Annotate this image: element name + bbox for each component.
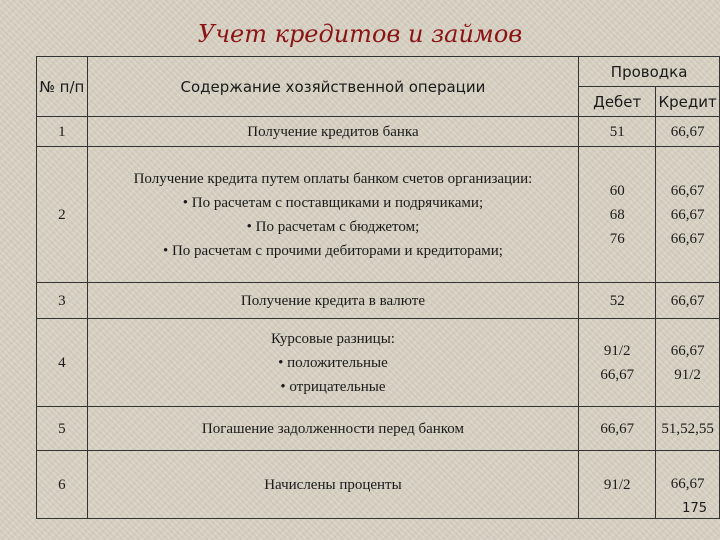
content-line: Начислены проценты	[264, 476, 402, 493]
credit-value: 66,67	[670, 182, 705, 199]
row-num: 3	[37, 283, 88, 319]
row-credit	[656, 451, 720, 519]
row-content	[87, 407, 579, 451]
content-line: Получение кредита путем оплаты банком счетов организации:	[133, 170, 533, 187]
page-number: 175	[682, 500, 707, 516]
row-num: 2	[37, 147, 88, 283]
header-num: № п/п	[37, 57, 88, 117]
credits-table	[36, 56, 720, 519]
row-content	[87, 451, 579, 519]
row-debit	[579, 283, 656, 319]
table-row	[37, 283, 720, 319]
credit-value: 66,67	[670, 342, 705, 359]
row-num: 1	[37, 117, 88, 147]
content-line: Погашение задолженности перед банком	[201, 420, 465, 437]
debit-value: 76	[609, 230, 625, 247]
row-num: 5	[37, 407, 88, 451]
row-debit	[579, 407, 656, 451]
content-line: • отрицательные	[280, 378, 386, 395]
credit-value: 66,67	[670, 292, 705, 309]
row-content	[87, 283, 579, 319]
header-content: Содержание хозяйственной операции	[87, 57, 579, 117]
row-content	[87, 117, 579, 147]
row-debit	[579, 147, 656, 283]
table-row	[37, 117, 720, 147]
debit-value: 52	[609, 292, 625, 309]
credit-value: 66,67	[670, 206, 705, 223]
debit-value: 66,67	[600, 366, 635, 383]
content-line: Получение кредитов банка	[247, 123, 419, 140]
table-row	[37, 451, 720, 519]
page-title: Учет кредитов и займов	[197, 20, 523, 48]
row-debit	[579, 451, 656, 519]
row-credit	[656, 319, 720, 407]
debit-value: 68	[609, 206, 625, 223]
content-line: • По расчетам с прочими дебиторами и кредиторами;	[162, 242, 503, 259]
row-num: 4	[37, 319, 88, 407]
row-credit	[656, 147, 720, 283]
debit-value: 60	[609, 182, 625, 199]
table-row	[37, 319, 720, 407]
credit-value: 91/2	[674, 366, 701, 383]
debit-value: 91/2	[603, 476, 631, 493]
table-row	[37, 147, 720, 283]
row-num: 6	[37, 451, 88, 519]
credit-value: 66,67	[670, 230, 705, 247]
credit-value: 66,67	[670, 475, 705, 492]
content-line: Курсовые разницы:	[270, 330, 395, 347]
debit-value: 66,67	[600, 420, 635, 437]
content-line: Получение кредита в валюте	[240, 292, 425, 309]
row-content	[87, 147, 579, 283]
content-line: • По расчетам с бюджетом;	[246, 218, 420, 235]
header-credit: Кредит	[656, 87, 720, 117]
credit-value: 51,52,55	[661, 420, 714, 437]
content-line: • положительные	[278, 354, 388, 371]
content-line: • По расчетам с поставщиками и подрячиками;	[182, 194, 484, 211]
credit-value: 66,67	[670, 123, 705, 140]
table-row	[37, 407, 720, 451]
row-content	[87, 319, 579, 407]
header-debit: Дебет	[579, 87, 656, 117]
row-credit	[656, 117, 720, 147]
row-debit	[579, 117, 656, 147]
row-credit	[656, 283, 720, 319]
debit-value: 91/2	[603, 342, 631, 359]
row-debit	[579, 319, 656, 407]
row-credit	[656, 407, 720, 451]
header-posting: Проводка	[579, 57, 720, 87]
debit-value: 51	[609, 123, 625, 140]
